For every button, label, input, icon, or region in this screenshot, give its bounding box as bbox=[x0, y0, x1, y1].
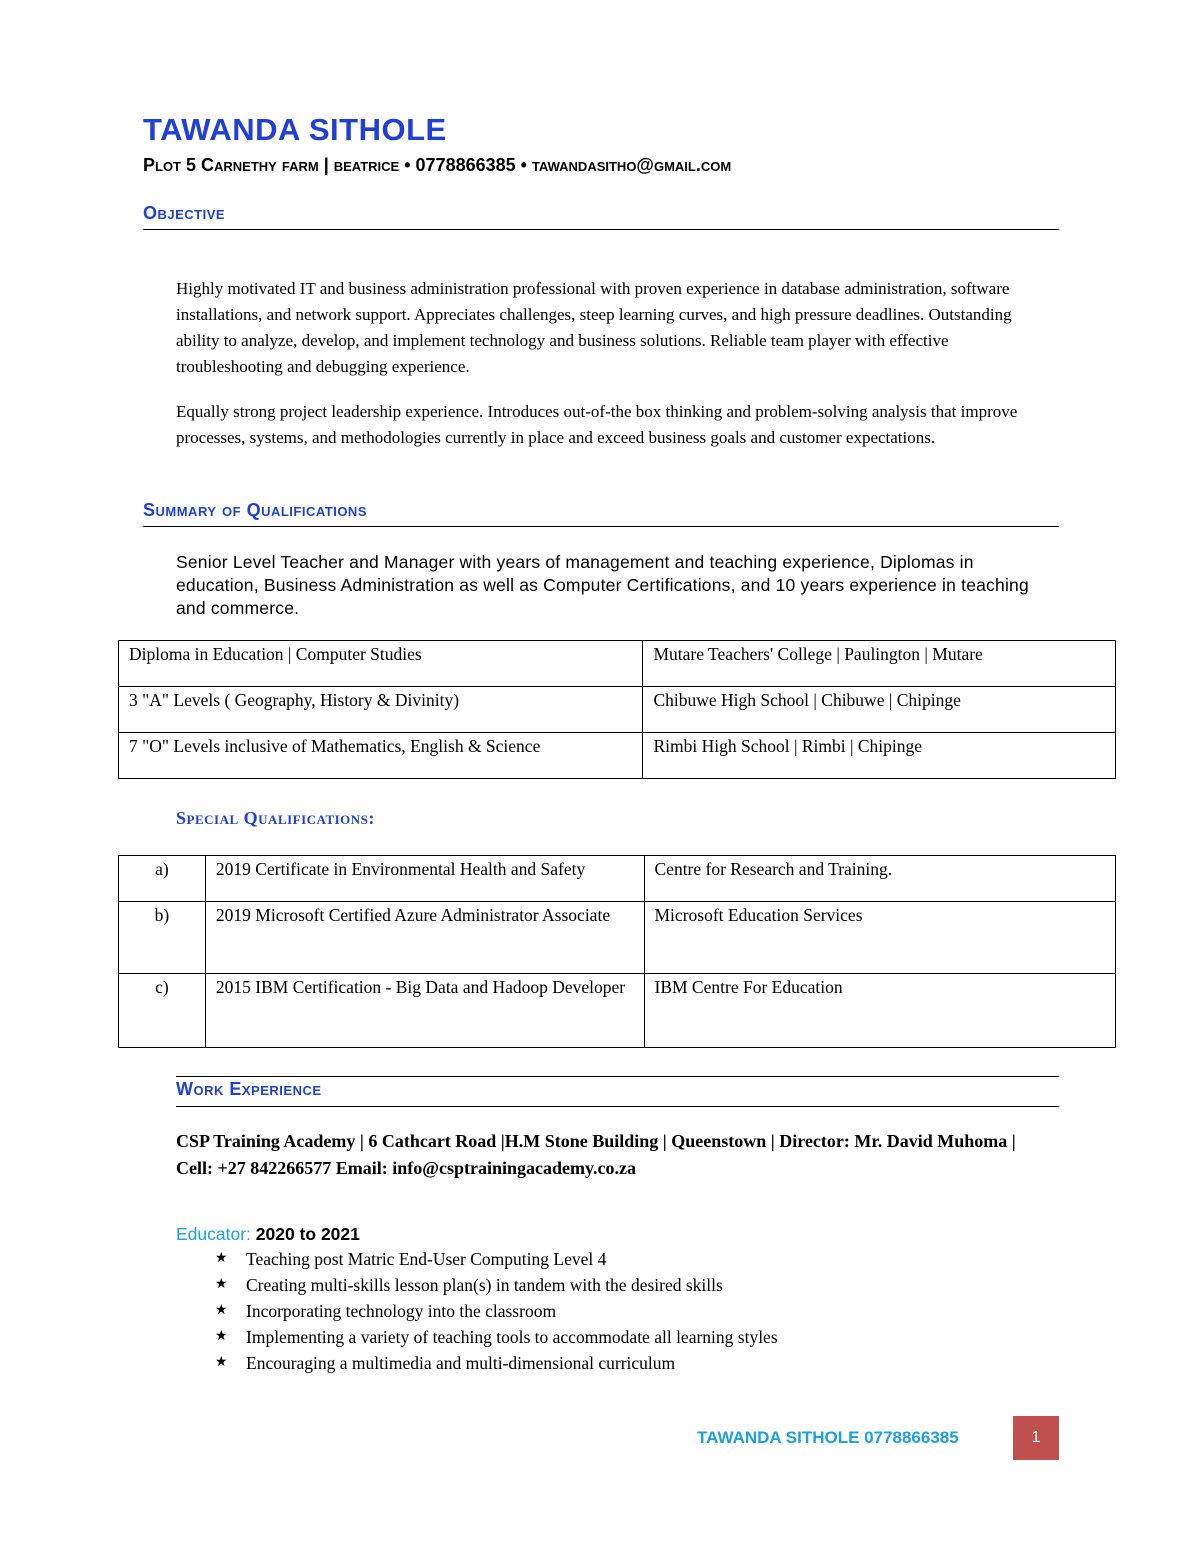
list-item bbox=[215, 1350, 1065, 1376]
duty-text: Creating multi-skills lesson plan(s) in tandem with the desired skills bbox=[246, 1275, 723, 1295]
role-period: 2020 to 2021 bbox=[250, 1224, 360, 1244]
provider-cell: Centre for Research and Training. bbox=[644, 856, 1116, 902]
provider-cell: Microsoft Education Services bbox=[644, 902, 1116, 974]
qualification-cell: 3 "A" Levels ( Geography, History & Divinity) bbox=[119, 687, 643, 733]
table-row bbox=[119, 687, 1116, 733]
duty-text: Teaching post Matric End-User Computing Level 4 bbox=[246, 1249, 607, 1269]
item-letter: b) bbox=[119, 902, 206, 974]
certificate-cell: 2019 Microsoft Certified Azure Administrator Associate bbox=[205, 902, 644, 974]
special-qualifications-heading: Special Qualifications: bbox=[176, 808, 375, 828]
duties-list bbox=[215, 1246, 1065, 1376]
list-item bbox=[215, 1272, 1065, 1298]
star-icon: ★ bbox=[215, 1251, 228, 1266]
institution-cell: Mutare Teachers' College | Paulington | Mutare bbox=[643, 641, 1116, 687]
contact-address: Plot 5 Carnethy farm bbox=[143, 155, 319, 175]
summary-heading: Summary of Qualifications bbox=[143, 500, 367, 520]
star-icon: ★ bbox=[215, 1329, 228, 1344]
contact-phone: 0778866385 bbox=[415, 155, 516, 175]
item-letter: c) bbox=[119, 974, 206, 1048]
applicant-name: TAWANDA SITHOLE bbox=[143, 112, 447, 147]
contact-line bbox=[143, 155, 731, 176]
provider-cell: IBM Centre For Education bbox=[644, 974, 1116, 1048]
duty-text: Encouraging a multimedia and multi-dimensional curriculum bbox=[246, 1353, 676, 1373]
contact-dot: • bbox=[399, 155, 416, 175]
table-row bbox=[119, 974, 1116, 1048]
page-number: 1 bbox=[1013, 1416, 1059, 1460]
objective-paragraph-2: Equally strong project leadership experience. Introduces out-of-the box thinking and problem-solving analysis that improve processes, systems, and methodologies currently in place and exceed business goals and customer expectations. bbox=[176, 402, 1018, 447]
role-title bbox=[176, 1224, 360, 1245]
certificate-cell: 2015 IBM Certification - Big Data and Hadoop Developer bbox=[205, 974, 644, 1048]
table-row bbox=[119, 733, 1116, 779]
contact-email[interactable]: tawandasitho@gmail.com bbox=[531, 155, 732, 175]
star-icon: ★ bbox=[215, 1277, 228, 1292]
summary-text: Senior Level Teacher and Manager with years of management and teaching experience, Diplomas in education, Business Administration as well as Computer Certifications, and 10 years experience in teaching and commerce. bbox=[176, 552, 1029, 618]
institution-cell: Rimbi High School | Rimbi | Chipinge bbox=[643, 733, 1116, 779]
list-item bbox=[215, 1298, 1065, 1324]
contact-dot: • bbox=[515, 155, 532, 175]
contact-city: beatrice bbox=[333, 155, 400, 175]
section-divider bbox=[176, 1106, 1059, 1107]
qualification-cell: 7 "O" Levels inclusive of Mathematics, English & Science bbox=[119, 733, 643, 779]
star-icon: ★ bbox=[215, 1303, 228, 1318]
section-divider bbox=[143, 526, 1059, 527]
table-row bbox=[119, 902, 1116, 974]
objective-paragraph-1: Highly motivated IT and business administration professional with proven experience in database administration, software installations, and network support. Appreciates challenges, steep learning curves, and high pressure deadlines. Outstanding ability to analyze, develop, and implement technology and business solutions. Reliable team player with effective troubleshooting and debugging experience. bbox=[176, 279, 1012, 376]
duty-text: Implementing a variety of teaching tools to accommodate all learning styles bbox=[246, 1327, 778, 1347]
work-experience-heading: Work Experience bbox=[176, 1079, 322, 1099]
section-divider bbox=[176, 1076, 1059, 1077]
certificate-cell: 2019 Certificate in Environmental Health and Safety bbox=[205, 856, 644, 902]
contact-separator: | bbox=[318, 155, 334, 175]
duty-text: Incorporating technology into the classroom bbox=[246, 1301, 557, 1321]
employer-details: CSP Training Academy | 6 Cathcart Road |H.M Stone Building | Queenstown | Director: Mr. David Muhoma | Cell: +27 842266577 Email: info@csptrainingacademy.co.za bbox=[176, 1131, 1016, 1178]
objective-heading: Objective bbox=[143, 203, 226, 223]
special-qualifications-table bbox=[118, 855, 1116, 1048]
institution-cell: Chibuwe High School | Chibuwe | Chipinge bbox=[643, 687, 1116, 733]
star-icon: ★ bbox=[215, 1355, 228, 1370]
table-row bbox=[119, 856, 1116, 902]
footer-text: TAWANDA SITHOLE 0778866385 bbox=[697, 1428, 959, 1447]
list-item bbox=[215, 1324, 1065, 1350]
qualification-cell: Diploma in Education | Computer Studies bbox=[119, 641, 643, 687]
item-letter: a) bbox=[119, 856, 206, 902]
section-divider bbox=[143, 229, 1059, 230]
role-label: Educator: bbox=[176, 1224, 251, 1244]
list-item bbox=[215, 1246, 1065, 1272]
table-row bbox=[119, 641, 1116, 687]
education-table bbox=[118, 640, 1116, 779]
